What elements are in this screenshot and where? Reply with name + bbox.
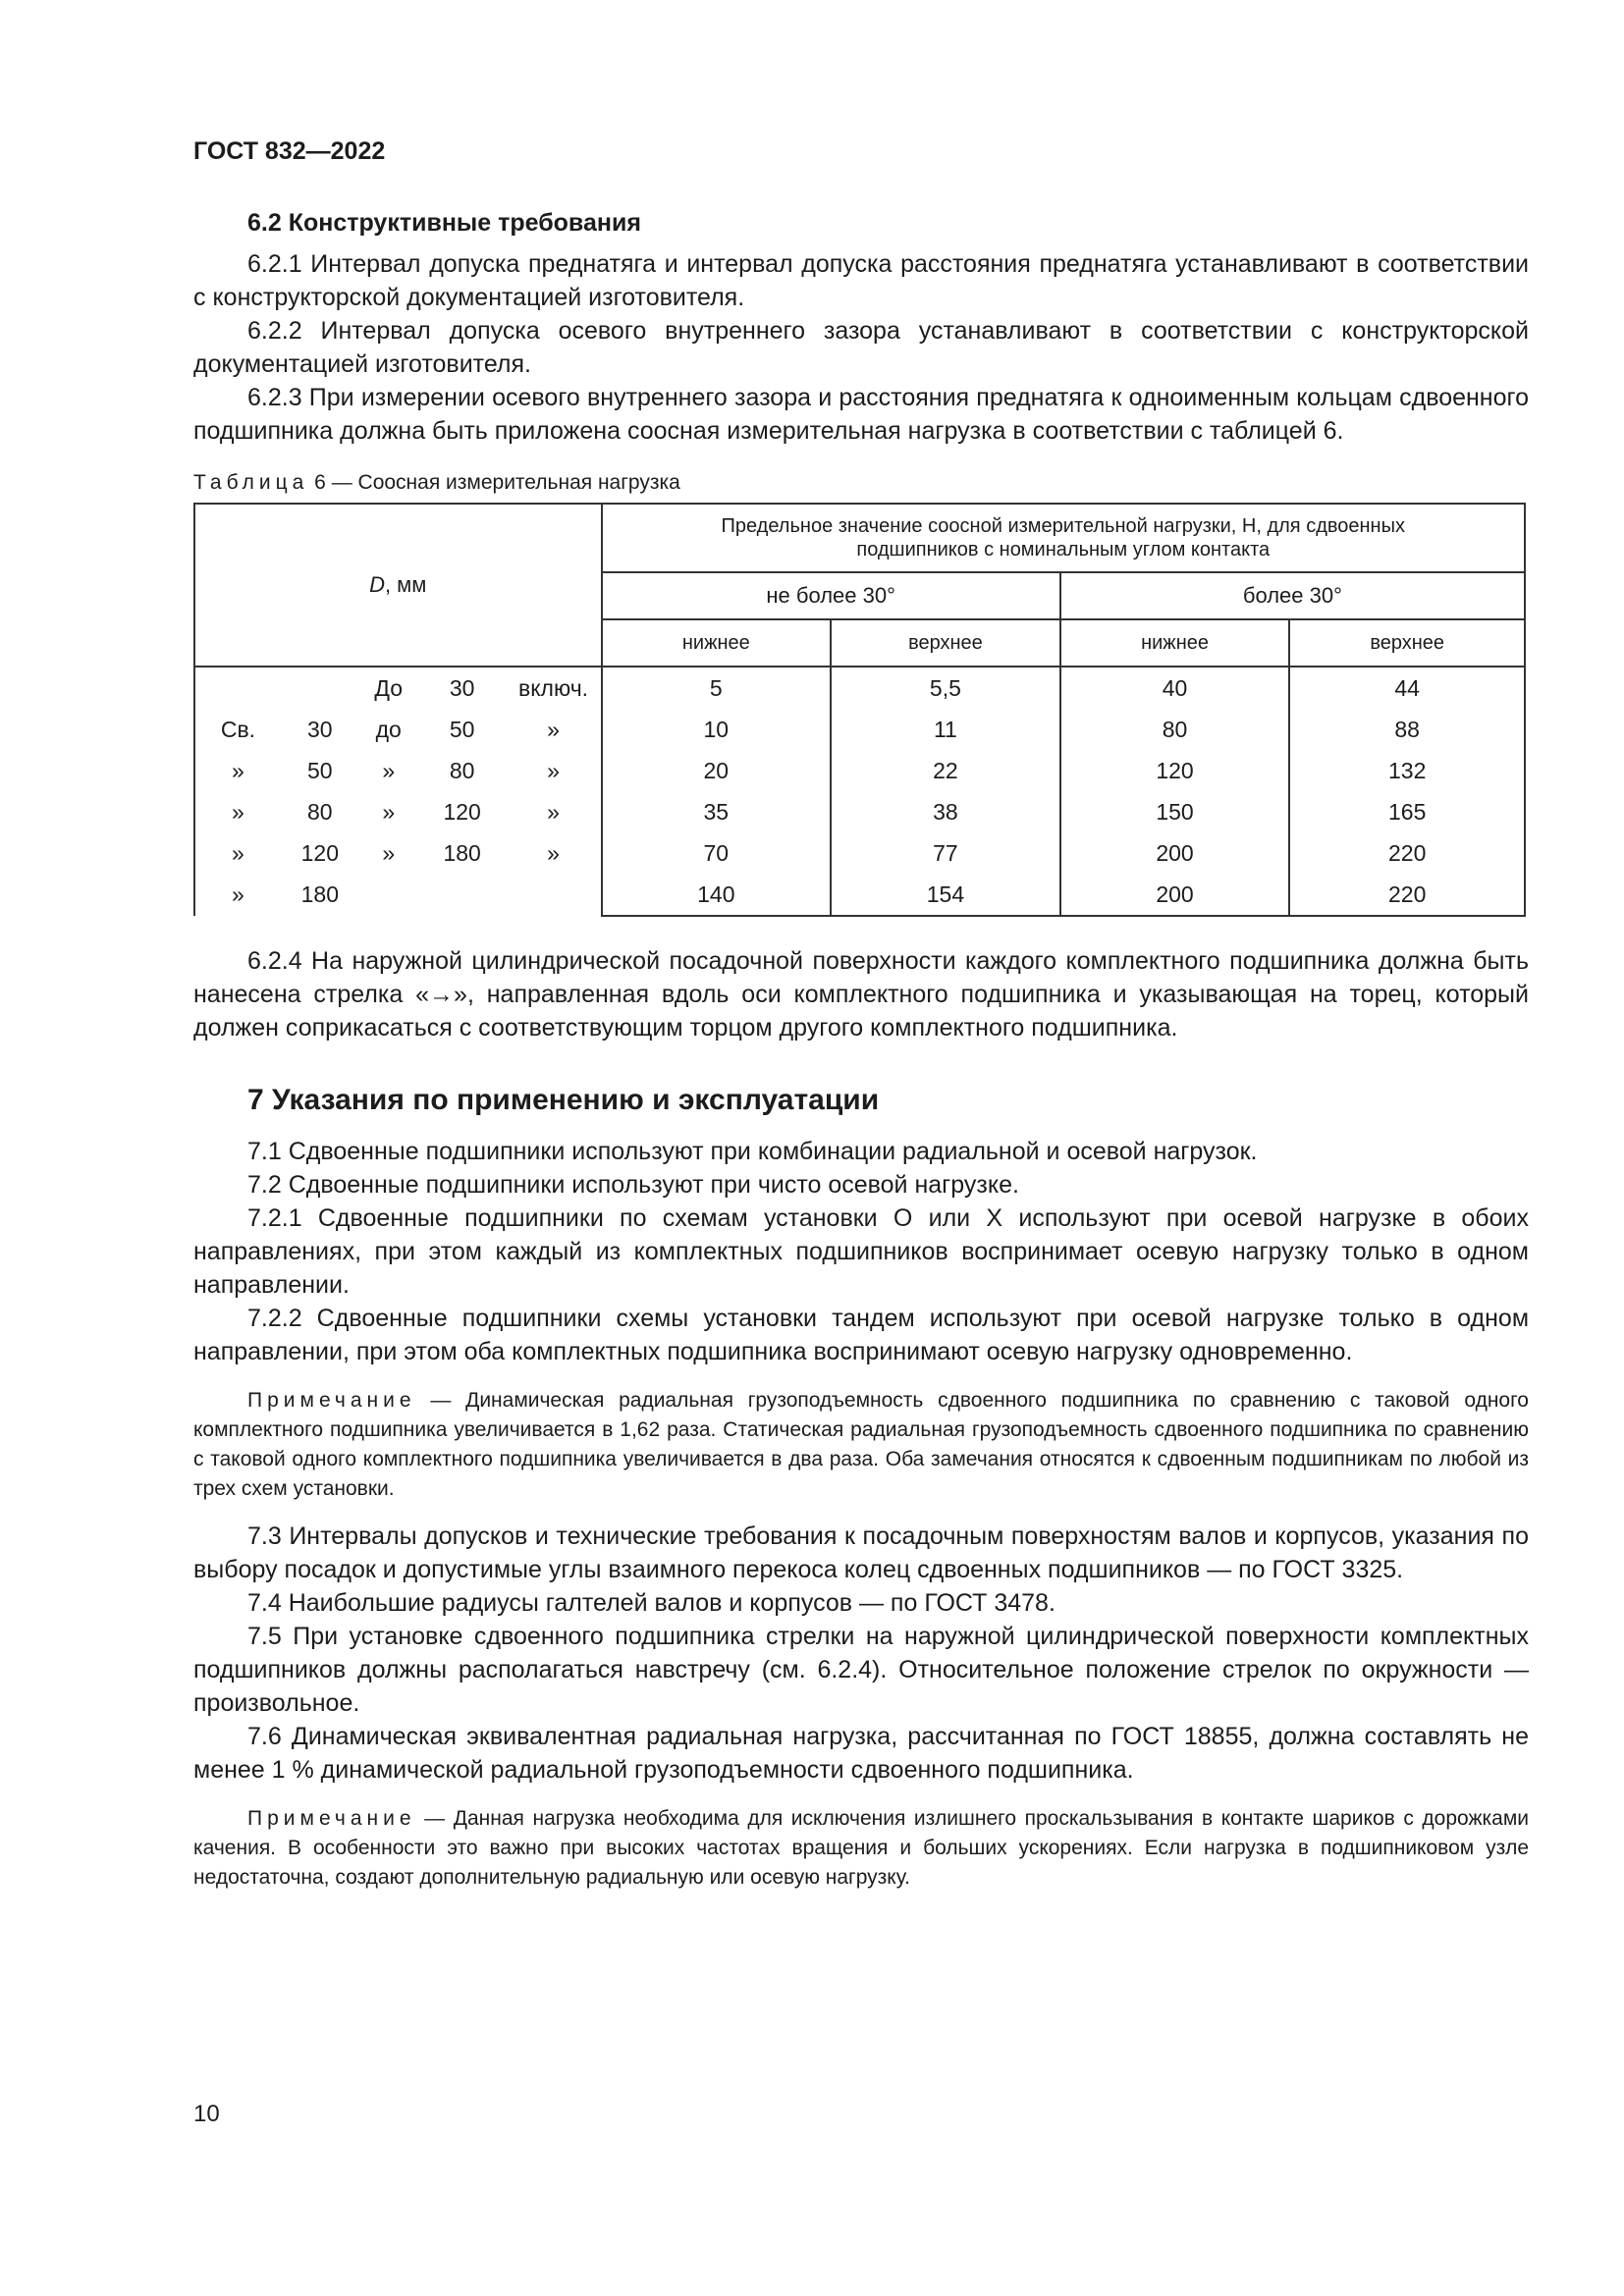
table-cell-diameter: 120: [443, 798, 481, 825]
table-cell-diameter: 80: [449, 757, 475, 783]
table-cell-diameter: »: [507, 791, 602, 832]
table-cell-load: 200: [1060, 874, 1290, 916]
table-cell-diameter: 50: [449, 716, 475, 742]
table-subheader: нижнее: [1060, 619, 1290, 667]
table-cell-load: 77: [831, 832, 1060, 874]
page: [193, 137, 1529, 1908]
table-cell-load: 220: [1289, 874, 1525, 916]
note-2-text: — Данная нагрузка необходима для исключения излишнего проскальзывания в контакте шариков с дорожками качения. В особенности это важно при высоких частотах вращения и больших ускорениях. Если нагрузка в подшипниковом узле недостаточна, создают дополнительную радиальную или осевую нагрузку.: [193, 1807, 1529, 1889]
table-cell-load: 5: [602, 667, 832, 709]
paragraph-7-3: 7.3 Интервалы допусков и технические требования к посадочным поверхностям валов и корпусов, указания по выбору посадок и допустимые углы взаимного перекоса колец сдвоенных подшипников — по ГОСТ 3325.: [193, 1522, 1529, 1583]
table-cell-diameter: Св.: [194, 709, 281, 750]
table-row: [194, 874, 1525, 916]
table-header-group-2: более 30°: [1060, 572, 1525, 619]
table-cell-diameter: »: [194, 750, 281, 791]
table-header-group-1: не более 30°: [602, 572, 1060, 619]
table-cell-diameter: »: [507, 832, 602, 874]
table-cell-diameter: [194, 667, 281, 709]
table-cell-diameter: До: [374, 674, 404, 701]
table-cell-diameter: »: [382, 839, 396, 866]
paragraph-7-6: 7.6 Динамическая эквивалентная радиальная нагрузка, рассчитанная по ГОСТ 18855, должна составлять не менее 1 % динамической радиальной грузоподъемности сдвоенного подшипника.: [193, 1723, 1529, 1784]
paragraph-7-2-2: 7.2.2 Сдвоенные подшипники схемы установки тандем используют при осевой нагрузке только в одном направлении, при этом оба комплектных подшипника воспринимают осевую нагрузку одновременно.: [193, 1305, 1529, 1365]
table-cell-load: 35: [602, 791, 832, 832]
header-d-unit: , мм: [384, 572, 427, 597]
table-cell-load: 11: [831, 709, 1060, 750]
table-cell-load: 150: [1060, 791, 1290, 832]
table-cell-load: 22: [831, 750, 1060, 791]
table-cell-load: 88: [1289, 709, 1525, 750]
paragraph-6-2-3: 6.2.3 При измерении осевого внутреннего зазора и расстояния преднатяга к одноименным кольцам сдвоенного подшипника должна быть приложена соосная измерительная нагрузка в соответствии с таблицей 6.: [193, 384, 1529, 445]
paragraph-7-2: 7.2 Сдвоенные подшипники используют при чисто осевой нагрузке.: [247, 1171, 1019, 1199]
table-row: [194, 832, 1525, 874]
note-2-label: Примечание: [247, 1807, 416, 1830]
table-6-caption: [193, 471, 1529, 495]
table-header-d: [194, 504, 602, 667]
table-subheader: верхнее: [831, 619, 1060, 667]
table-cell-load: 132: [1289, 750, 1525, 791]
table-cell-diameter: [359, 874, 418, 916]
paragraph-7-2-1: 7.2.1 Сдвоенные подшипники по схемам установки О или X используют при осевой нагрузке в обоих направлениях, при этом каждый из комплектных подшипников воспринимает осевую нагрузку только в одном направлении.: [193, 1204, 1529, 1299]
note-1: [193, 1386, 1529, 1504]
table-cell-diameter: 180: [443, 839, 481, 866]
table-caption-text: 6 — Соосная измерительная нагрузка: [308, 471, 680, 494]
table-cell-load: 120: [1060, 750, 1290, 791]
table-row: [194, 791, 1525, 832]
paragraph-7-4: 7.4 Наибольшие радиусы галтелей валов и корпусов — по ГОСТ 3478.: [247, 1589, 1056, 1617]
table-cell-diameter: до: [375, 716, 402, 742]
table-row: [194, 750, 1525, 791]
table-cell-load: 5,5: [831, 667, 1060, 709]
table-cell-diameter: [418, 874, 507, 916]
table-row: [194, 709, 1525, 750]
table-cell-diameter: 120: [300, 839, 339, 866]
table-cell-diameter: 30: [449, 674, 475, 701]
section-6-2-title: 6.2 Конструктивные требования: [247, 209, 641, 237]
table-cell-diameter: »: [194, 832, 281, 874]
paragraph-6-2-2: 6.2.2 Интервал допуска осевого внутреннего зазора устанавливают в соответствии с конструкторской документацией изготовителя.: [193, 317, 1529, 378]
table-6-body: [194, 667, 1525, 916]
note-1-label: Примечание: [247, 1389, 416, 1412]
table-subheader: нижнее: [602, 619, 832, 667]
page-number: 10: [193, 2101, 220, 2127]
table-caption-word: Таблица: [193, 471, 309, 494]
table-cell-load: 44: [1289, 667, 1525, 709]
table-subheader: верхнее: [1289, 619, 1525, 667]
table-cell-diameter: [281, 667, 359, 709]
table-header-load: Предельное значение соосной измерительной нагрузки, Н, для сдвоенных подшипников с номинальным углом контакта: [602, 504, 1526, 572]
table-cell-load: 38: [831, 791, 1060, 832]
table-cell-diameter: 180: [300, 881, 339, 907]
table-cell-diameter: »: [507, 709, 602, 750]
table-cell-load: 70: [602, 832, 832, 874]
paragraph-6-2-1: 6.2.1 Интервал допуска преднатяга и интервал допуска расстояния преднатяга устанавливают в соответствии с конструкторской документацией изготовителя.: [193, 250, 1529, 311]
table-6: [193, 503, 1526, 917]
table-cell-diameter: 30: [307, 716, 333, 742]
table-cell-load: 80: [1060, 709, 1290, 750]
table-cell-load: 140: [602, 874, 832, 916]
paragraph-7-1: 7.1 Сдвоенные подшипники используют при комбинации радиальной и осевой нагрузок.: [247, 1138, 1258, 1165]
table-cell-load: 10: [602, 709, 832, 750]
section-7-title: 7 Указания по применению и эксплуатации: [247, 1084, 880, 1116]
table-cell-diameter: 80: [307, 798, 333, 825]
table-row: [194, 667, 1525, 709]
note-2: [193, 1804, 1529, 1893]
table-cell-load: 220: [1289, 832, 1525, 874]
header-d-symbol: D: [369, 572, 385, 597]
document-id: ГОСТ 832—2022: [193, 137, 386, 165]
table-cell-diameter: 50: [307, 757, 333, 783]
table-cell-diameter: »: [507, 750, 602, 791]
table-cell-load: 154: [831, 874, 1060, 916]
table-cell-diameter: включ.: [507, 667, 602, 709]
table-cell-load: 40: [1060, 667, 1290, 709]
note-1-text: — Динамическая радиальная грузоподъемность сдвоенного подшипника по сравнению с таковой одного комплектного подшипника увеличивается в 1,62 раза. Статическая радиальная грузоподъемность сдвоенного подшипника по сравнению с таковой одного комплектного подшипника увеличивается в два раза. Оба замечания относятся к сдвоенным подшипникам по любой из трех схем установки.: [193, 1389, 1529, 1500]
paragraph-7-5: 7.5 При установке сдвоенного подшипника стрелки на наружной цилиндрической поверхности комплектных подшипников должны располагаться навстречу (см. 6.2.4). Относительное положение стрелок по окружности — произвольное.: [193, 1623, 1529, 1717]
table-cell-diameter: »: [194, 874, 281, 916]
table-cell-diameter: »: [382, 757, 396, 783]
paragraph-6-2-4: 6.2.4 На наружной цилиндрической посадочной поверхности каждого комплектного подшипника должна быть нанесена стрелка «→», направленная вдоль оси комплектного подшипника и указывающая на торец, который должен соприкасаться с соответствующим торцом другого комплектного подшипника.: [193, 947, 1529, 1041]
table-cell-load: 165: [1289, 791, 1525, 832]
table-cell-load: 20: [602, 750, 832, 791]
table-cell-diameter: »: [194, 791, 281, 832]
table-cell-diameter: [507, 874, 602, 916]
table-cell-diameter: »: [382, 798, 396, 825]
table-cell-load: 200: [1060, 832, 1290, 874]
